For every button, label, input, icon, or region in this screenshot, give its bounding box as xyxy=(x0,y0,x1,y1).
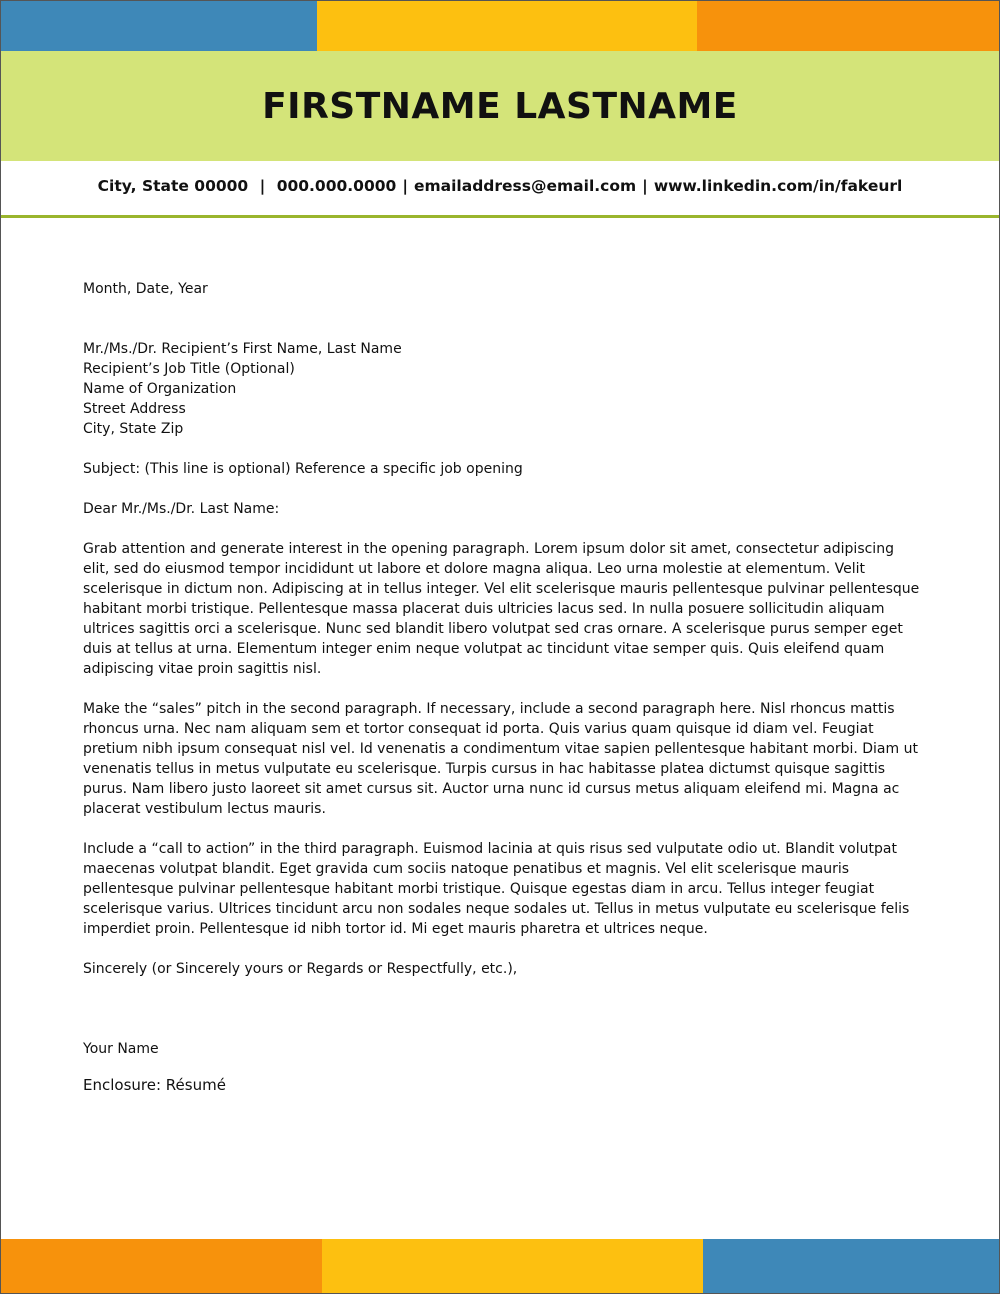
recipient-name: Mr./Ms./Dr. Recipient’s First Name, Last Name xyxy=(83,341,402,357)
contact-location: City, State 00000 xyxy=(97,177,249,195)
top-bar-blue xyxy=(1,1,317,51)
recipient-block xyxy=(83,339,923,439)
header-rule xyxy=(1,215,999,218)
call-to-action-paragraph: Include a “call to action” in the third paragraph. Euismod lacinia at quis risus sed vulputate odio ut. Blandit volutpat maecenas volutpat blandit. Eget gravida cum sociis natoque penatibus et magnis. Vel elit scelerisque mauris pellentesque pulvinar pellentesque habitant morbi tristique. Quisque egestas diam in arcu. Tellus integer feugiat scelerisque varius. Ultrices tincidunt arcu non sodales neque sodales ut. Tellus in metus vulputate eu scelerisque felis imperdiet proin. Pellentesque id nibh tortor id. Mi eget mauris pharetra et ultrices neque. xyxy=(83,841,910,937)
bottom-bar-yellow xyxy=(322,1239,703,1294)
name-band xyxy=(1,51,999,161)
letter-date: Month, Date, Year xyxy=(83,281,208,297)
recipient-city-state-zip: City, State Zip xyxy=(83,421,184,437)
top-bar-orange xyxy=(697,1,999,51)
contact-separator: | xyxy=(642,177,648,195)
contact-linkedin: www.linkedin.com/in/fakeurl xyxy=(653,177,903,195)
letter-subject: Subject: (This line is optional) Reference a specific job opening xyxy=(83,461,523,477)
signature-name: Your Name xyxy=(83,1041,159,1057)
letter-salutation: Dear Mr./Ms./Dr. Last Name: xyxy=(83,501,280,517)
contact-email: emailaddress@email.com xyxy=(414,177,637,195)
contact-separator: | xyxy=(254,177,271,195)
bottom-bar-blue xyxy=(703,1239,999,1294)
sales-paragraph: Make the “sales” pitch in the second paragraph. If necessary, include a second paragraph here. Nisl rhoncus mattis rhoncus urna. Nec nam aliquam sem et tortor consequat id porta. Quis varius quam quisque id diam vel. Feugiat pretium nibh ipsum consequat nisl vel. Id venenatis a condimentum vitae sapien pellentesque habitant morbi. Diam ut venenatis tellus in metus vulputate eu scelerisque. Turpis cursus in hac habitasse platea dictumst quisque sagittis purus. Nam libero justo laoreet sit amet cursus sit. Auctor urna nunc id cursus metus aliquam eleifend mi. Magna ac placerat vestibulum lectus mauris. xyxy=(83,701,918,817)
letter-body xyxy=(83,279,923,1095)
recipient-organization: Name of Organization xyxy=(83,381,237,397)
enclosure-line: Enclosure: Résumé xyxy=(83,1076,226,1094)
contact-separator: | xyxy=(402,177,408,195)
opening-paragraph: Grab attention and generate interest in the opening paragraph. Lorem ipsum dolor sit amet, consectetur adipiscing elit, sed do eiusmod tempor incididunt ut labore et dolore magna aliqua. Leo urna molestie at elementum. Velit scelerisque in dictum non. Adipiscing at in tellus integer. Vel elit scelerisque mauris pellentesque pulvinar pellentesque habitant morbi tristique. Pellentesque massa placerat duis ultricies lacus sed. In nulla posuere sollicitudin aliquam ultrices sagittis orci a scelerisque. Nunc sed blandit libero volutpat sed cras ornare. A scelerisque purus semper eget duis at tellus at urna. Elementum integer enim neque volutpat ac tincidunt vitae semper quis. Quis eleifend quam adipiscing vitae proin sagittis nisl. xyxy=(83,541,920,677)
contact-phone: 000.000.0000 xyxy=(276,177,397,195)
letter-closing: Sincerely (or Sincerely yours or Regards or Respectfully, etc.), xyxy=(83,961,518,977)
applicant-name: FIRSTNAME LASTNAME xyxy=(262,85,738,127)
recipient-street: Street Address xyxy=(83,401,186,417)
bottom-bar-orange xyxy=(1,1239,322,1294)
contact-line xyxy=(1,177,999,195)
top-bar-yellow xyxy=(317,1,697,51)
recipient-job-title: Recipient’s Job Title (Optional) xyxy=(83,361,295,377)
